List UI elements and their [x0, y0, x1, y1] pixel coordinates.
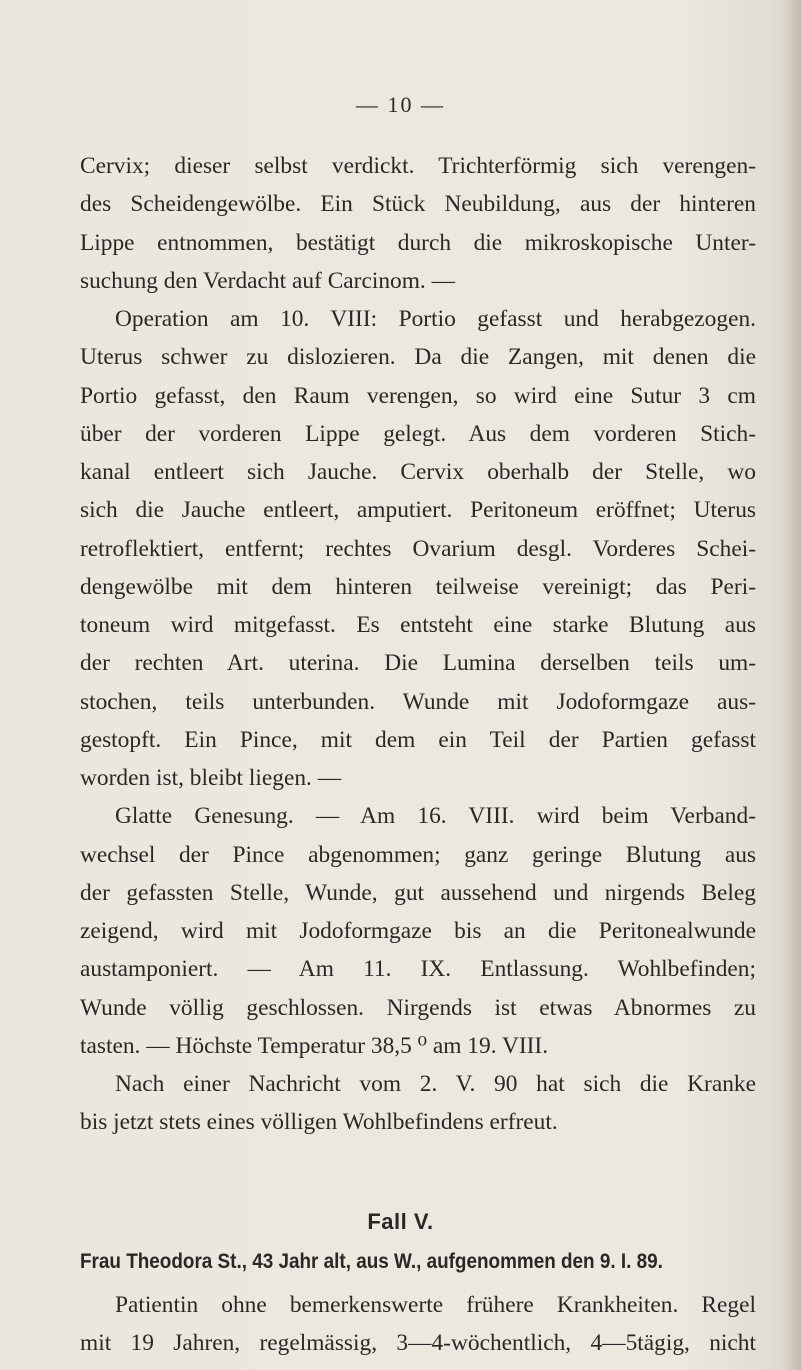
section-heading: Fall V.	[367, 1209, 434, 1234]
page-edge-shadow	[783, 0, 801, 1370]
text-line: Nach einer Nachricht vom 2. V. 90 hat sich die Kranke	[115, 1071, 756, 1097]
text-line: bis jetzt stets eines völligen Wohlbefindens erfreut.	[80, 1109, 558, 1136]
text-line: austamponiert. — Am 11. IX. Entlassung. Wohlbefinden;	[80, 956, 756, 983]
text-line: über der vorderen Lippe gelegt. Aus dem vorderen Stich-	[80, 420, 756, 447]
text-line: suchung den Verdacht auf Carcinom. —	[80, 267, 456, 294]
text-line: Glatte Genesung. — Am 16. VIII. wird beim Verband-	[115, 803, 756, 830]
anamnesis-text	[80, 1286, 756, 1363]
text-line: Uterus schwer zu dislozieren. Da die Zangen, mit denen die	[80, 344, 756, 371]
text-line: tasten. — Höchste Temperatur 38,5 ⁰ am 19. VIII.	[80, 1032, 549, 1059]
text-line: Cervix; dieser selbst verdickt. Trichterförmig sich verengen-	[80, 153, 756, 179]
text-line: der gefassten Stelle, Wunde, gut aussehend und nirgends Beleg	[80, 879, 756, 906]
text-line: worden ist, bleibt liegen. —	[80, 765, 342, 791]
patient-info-line: Frau Theodora St., 43 Jahr alt, aus W., aufgenommen den 9. I. 89.	[80, 1250, 663, 1273]
paragraph-2	[80, 300, 756, 797]
text-line: zeigend, wird mit Jodoformgaze bis an die Peritonealwunde	[80, 918, 756, 944]
text-line: stochen, teils unterbunden. Wunde mit Jodoformgaze aus-	[80, 688, 756, 715]
text-line: Patientin ohne bemerkenswerte frühere Krankheiten. Regel	[115, 1292, 756, 1318]
text-line: sich die Jauche entleert, amputiert. Peritoneum eröffnet; Uterus	[80, 497, 756, 524]
text-line: kanal entleert sich Jauche. Cervix oberhalb der Stelle, wo	[80, 459, 756, 485]
text-line: dengewölbe mit dem hinteren teilweise vereinigt; das Peri-	[80, 573, 756, 600]
paragraph-3	[80, 797, 756, 1065]
text-line: toneum wird mitgefasst. Es entsteht eine starke Blutung aus	[80, 612, 756, 638]
body-text	[80, 147, 756, 1142]
text-line: mit 19 Jahren, regelmässig, 3—4-wöchentlich, 4—5tägig, nicht	[80, 1330, 756, 1357]
text-line: retroflektiert, entfernt; rechtes Ovarium desgl. Vorderes Schei-	[80, 535, 756, 562]
paragraph-4	[80, 1065, 756, 1142]
text-line: wechsel der Pince abgenommen; ganz geringe Blutung aus	[80, 841, 756, 868]
text-line: der rechten Art. uterina. Die Lumina derselben teils um-	[80, 650, 756, 677]
text-line: des Scheidengewölbe. Ein Stück Neubildung, aus der hinteren	[80, 191, 756, 218]
text-line: Operation am 10. VIII: Portio gefasst und herabgezogen.	[115, 306, 756, 332]
text-line: gestopft. Ein Pince, mit dem ein Teil der Partien gefasst	[80, 726, 756, 753]
paragraph-1	[80, 147, 756, 300]
text-line: Lippe entnommen, bestätigt durch die mikroskopische Unter-	[80, 229, 756, 256]
page-number-header: — 10 —	[356, 92, 445, 117]
text-line: Portio gefasst, den Raum verengen, so wird eine Sutur 3 cm	[80, 382, 756, 409]
text-line: Wunde völlig geschlossen. Nirgends ist etwas Abnormes zu	[80, 994, 756, 1021]
